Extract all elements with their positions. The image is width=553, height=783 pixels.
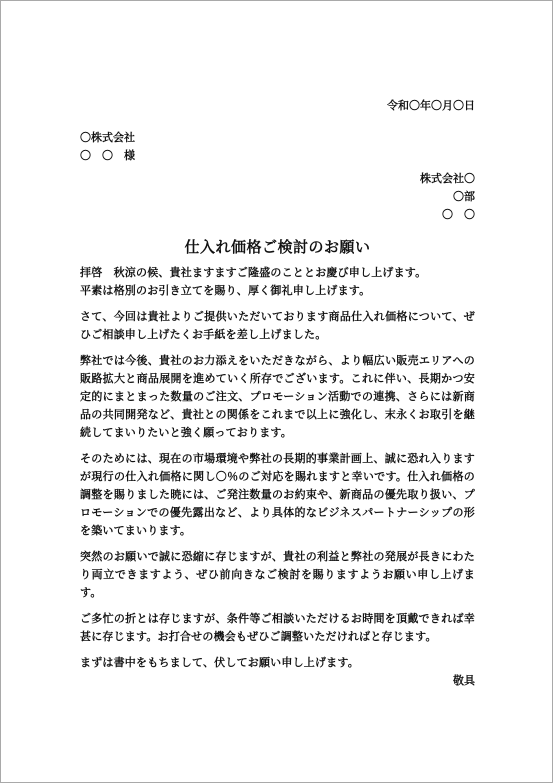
sender-person: 〇 〇 (442, 208, 475, 221)
paragraph-request: そのためには、現在の市場環境や弊社の長期的事業計画上、誠に恐れ入りますが現行の仕入れ価格に関し〇％のご対応を賜れますと幸いです。仕入れ価格の調整を賜りました暁には、ご発注数量のお約束や、新商品の優先取り扱い、プロモーションでの優先露出など、より具体的なビジネスパートナーシップの形を築いてまいります。 (80, 452, 475, 537)
addressee-block (80, 129, 475, 165)
paragraph-greeting (80, 264, 475, 300)
recipient-person: 〇 〇 様 (80, 149, 135, 162)
closing-remark: 敬具 (453, 674, 475, 687)
sender-block (80, 170, 475, 224)
letter-body (80, 97, 475, 690)
paragraph-apology: 突然のお願いで誠に恐縮に存じますが、貴社の利益と弊社の発展が長きにわたり両立できますよう、ぜひ前向きなご検討を賜りますようお願い申し上げます。 (80, 550, 475, 599)
paragraph-meeting: ご多忙の折とは存じますが、条件等ご相談いただけるお時間を頂戴できれば幸甚に存じます。お打合せの機会もぜひご調整いただければと存じます。 (80, 612, 475, 643)
paragraph-line: 平素は格別のお引き立てを賜り、厚く御礼申し上げます。 (80, 284, 371, 297)
letter-date: 令和〇年〇月〇日 (387, 99, 475, 112)
paragraph-line: 拝啓 秋涼の候、貴社ますますご隆盛のこととお慶び申し上げます。 (80, 266, 427, 279)
paragraph-background: 弊社では今後、貴社のお力添えをいただきながら、より幅広い販売エリアへの販路拡大と商品展開を進めていく所存でございます。これに伴い、長期かつ安定的にまとまった数量のご注文、プロモーション活動での連携、さらには新商品の共同開発など、貴社との関係をこれまで以上に強化し、末永くお取引を継続してまいりたいと強く願っております。 (80, 354, 475, 439)
sender-department: 〇部 (453, 190, 475, 203)
recipient-company: 〇株式会社 (80, 131, 135, 144)
letter-title: 仕入れ価格ご検討のお願い (184, 238, 371, 256)
paragraph-purpose: さて、今回は貴社よりご提供いただいております商品仕入れ価格について、ぜひご相談申し上げたくお手紙を差し上げました。 (80, 310, 475, 341)
paragraph-conclusion: まずは書中をもちまして、伏してお願い申し上げます。 (80, 656, 359, 669)
sender-company: 株式会社〇 (420, 172, 475, 185)
